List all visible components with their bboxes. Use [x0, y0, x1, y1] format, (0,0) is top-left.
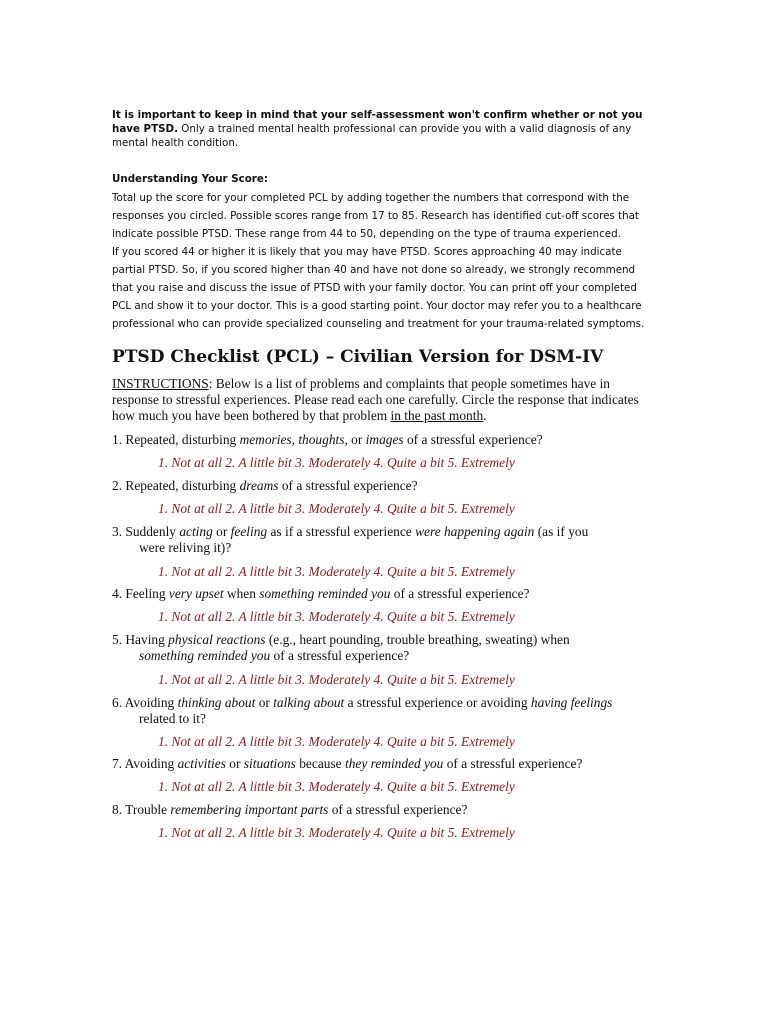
q5-text-2: (e.g., heart pounding, trouble breathing, sweating) when: [265, 632, 570, 647]
q4-text-2: when: [223, 586, 260, 601]
q1-text-2: or: [347, 432, 366, 447]
q4-italic-2: something reminded you: [259, 586, 391, 601]
question-2: [112, 478, 672, 494]
q3-italic-2: feeling: [230, 524, 268, 539]
answer-options-3[interactable]: 1. Not at all 2. A little bit 3. Moderately 4. Quite a bit 5. Extremely: [158, 564, 515, 579]
q3-text-3: as if a stressful experience: [267, 524, 416, 539]
question-5: [112, 632, 672, 664]
question-6: [112, 695, 672, 727]
q5-italic-1: physical reactions: [168, 632, 266, 647]
instructions-end: .: [483, 408, 487, 423]
q8-text: 8. Trouble: [112, 802, 171, 817]
q3-continuation: were reliving it)?: [139, 540, 232, 555]
q3-text-2: or: [212, 524, 231, 539]
answer-options-2[interactable]: 1. Not at all 2. A little bit 3. Moderately 4. Quite a bit 5. Extremely: [158, 501, 515, 516]
q6-text-2: or: [255, 695, 274, 710]
q6-text: 6. Avoiding: [112, 695, 178, 710]
instructions-underlined: in the past month: [390, 408, 484, 423]
score-explanation: [112, 189, 657, 333]
q3-italic-1: acting: [179, 524, 213, 539]
answer-options-6[interactable]: 1. Not at all 2. A little bit 3. Moderately 4. Quite a bit 5. Extremely: [158, 734, 515, 749]
q7-italic-3: they reminded you: [344, 756, 444, 771]
score-heading: Understanding Your Score:: [112, 173, 268, 185]
question-7: [112, 756, 672, 772]
q2-text: 2. Repeated, disturbing: [112, 478, 240, 493]
q1-italic-1: memories, thoughts,: [239, 432, 348, 447]
q3-text-4: (as if you: [534, 524, 589, 539]
q5-continuation: [112, 648, 672, 664]
instructions: [112, 376, 657, 424]
q2-text-2: of a stressful experience?: [278, 478, 418, 493]
q6-continuation: related to it?: [139, 711, 206, 726]
note-bold-text: It is important to keep in mind that your self-assessment won't confirm whether or not you have PTSD.: [112, 109, 643, 135]
q2-italic-1: dreams: [239, 478, 279, 493]
q8-italic-1: remembering important parts: [170, 802, 329, 817]
question-3: [112, 524, 672, 556]
q4-text: 4. Feeling: [112, 586, 169, 601]
instructions-label: INSTRUCTIONS: [112, 376, 209, 391]
q1-text: 1. Repeated, disturbing: [112, 432, 240, 447]
answer-options-1[interactable]: 1. Not at all 2. A little bit 3. Moderately 4. Quite a bit 5. Extremely: [158, 455, 515, 470]
q5-cont-italic: something reminded you: [139, 648, 271, 663]
answer-options-5[interactable]: 1. Not at all 2. A little bit 3. Moderately 4. Quite a bit 5. Extremely: [158, 672, 515, 687]
q6-text-3: a stressful experience or avoiding: [344, 695, 531, 710]
q7-text-4: of a stressful experience?: [443, 756, 583, 771]
note-text: Only a trained mental health professional can provide you with a valid diagnosis of any mental health condition.: [112, 123, 632, 149]
q5-cont-text: of a stressful experience?: [270, 648, 410, 663]
q1-text-3: of a stressful experience?: [403, 432, 543, 447]
q6-italic-1: thinking about: [177, 695, 256, 710]
q5-text: 5. Having: [112, 632, 169, 647]
q1-italic-2: images: [365, 432, 404, 447]
q8-text-2: of a stressful experience?: [328, 802, 468, 817]
q4-italic-1: very upset: [168, 586, 224, 601]
q7-italic-1: activities: [177, 756, 226, 771]
score-paragraph-2: If you scored 44 or higher it is likely that you may have PTSD. Scores approaching 40 may indicate partial PTSD. So, if you scored higher than 40 and have not done so already, we strongly recommend that you raise and discuss the issue of PTSD with your family doctor. You can print off your completed PCL and show it to your doctor. This is a good starting point. Your doctor may refer you to a healthcare professional who can provide specialized counseling and treatment for your trauma-related symptoms.: [112, 246, 645, 330]
q3-text: 3. Suddenly: [112, 524, 180, 539]
q4-text-3: of a stressful experience?: [390, 586, 530, 601]
q7-text-2: or: [225, 756, 244, 771]
q3-italic-3: were happening again: [415, 524, 535, 539]
q7-text: 7. Avoiding: [112, 756, 178, 771]
q6-italic-3: having feelings: [530, 695, 613, 710]
self-assessment-note: [112, 108, 657, 150]
q6-italic-2: talking about: [273, 695, 345, 710]
answer-options-7[interactable]: 1. Not at all 2. A little bit 3. Moderately 4. Quite a bit 5. Extremely: [158, 779, 515, 794]
q7-italic-2: situations: [243, 756, 296, 771]
q7-text-3: because: [295, 756, 345, 771]
question-8: [112, 802, 672, 818]
answer-options-8[interactable]: 1. Not at all 2. A little bit 3. Moderately 4. Quite a bit 5. Extremely: [158, 825, 515, 840]
answer-options-4[interactable]: 1. Not at all 2. A little bit 3. Moderately 4. Quite a bit 5. Extremely: [158, 609, 515, 624]
instructions-text: : Below is a list of problems and complaints that people sometimes have in response to stressful experiences. Please read each one carefully. Circle the response that indicates how much you have been bothered by that problem: [112, 376, 639, 423]
checklist-title: PTSD Checklist (PCL) – Civilian Version for DSM-IV: [112, 347, 604, 367]
score-paragraph-1: Total up the score for your completed PCL by adding together the numbers that correspond with the responses you circled. Possible scores range from 17 to 85. Research has identified cut-off scores that indicate possible PTSD. These range from 44 to 50, depending on the type of trauma experienced.: [112, 192, 639, 240]
question-4: [112, 586, 672, 602]
question-1: [112, 432, 672, 448]
